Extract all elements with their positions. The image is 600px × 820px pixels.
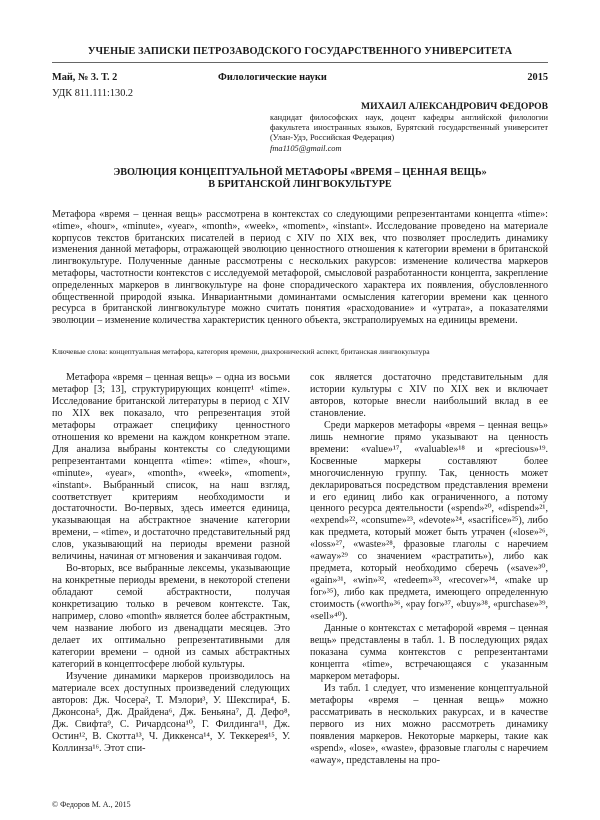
- paragraph: Во-вторых, все выбранные лексемы, указывающие на конкретные периоды времени, в некоторой степени обладают семой абстрактности, получая конкретизацию только в речевом контексте. Так, например, слово «month» является более абстрактным, чем название любого из двенадцати месяцев. Это делает их оптимально репрезентативными для категории времени – одной из самых абстрактных категорий в концептосфере любой культуры.: [52, 563, 290, 670]
- issue-number: Май, № 3. Т. 2: [52, 72, 118, 83]
- paragraph: Метафора «время – ценная вещь» – одна из восьми метафор [3; 13], структурирующих концепт¹ «time». Исследование британской литературы в период с XIV по XIX век показало, что репрезентация этой метафоры отражает специфику ценностного отношения ко времени на каждом конкретном этапе. Для анализа выбраны контексты со следующими репрезентантами концепта «time»: «time», «hour», «minute», «year», «month», «week», «moment», «instant». Выбранный список, на наш взгляд, соответствует критериям необходимости и достаточности. Во-первых, здесь имеется единица, указывающая на абстрактное значение категории времени, – «time», и достаточно представительный ряд слов, указывающий на периоды времени разной величины, начиная от мгновения и заканчивая годом.: [52, 372, 290, 563]
- paragraph: сок является достаточно представительным для истории культуры с XIV по XIX век и включает авторов, которые внесли наибольший вклад в ее становление.: [310, 372, 548, 419]
- author-email[interactable]: fma1105@gmail.com: [270, 143, 342, 153]
- author-name: МИХАИЛ АЛЕКСАНДРОВИЧ ФЕДОРОВ: [361, 101, 548, 112]
- udk-code: УДК 811.111:130.2: [52, 88, 134, 99]
- abstract: Метафора «время – ценная вещь» рассмотрена в контекстах со следующими репрезентантами концепта «time»: «time», «hour», «minute», «year», «month», «week», «moment», «instant». Исследование проведено на материале корпусов текстов британских писателей в период с XIV по XIX век, что позволяет проследить динамику изменения данной метафоры, отражающей эволюцию ценностного отношения к категории времени в британской лингвокультуре. Полученные данные рассмотрены с нескольких ракурсов: изменение количества маркеров метафоры, частотности контекстов с исследуемой метафорой, смысловой разработанности концепта, закрепление определенных маркеров в лингвокультуре на фоне спорадического характера их появления, обусловленного общественной природой языка. Инвариантными доминантами осмысления категории времени как ценного ресурса в британской лингвокультуре можно считать понятия «расходование» и «утрата», а показателями эволюции – изменение количества характеристик ценного объекта, экстраполируемых на единицы времени.: [52, 209, 548, 327]
- issue-year: 2015: [527, 72, 548, 83]
- paragraph: Данные о контекстах с метафорой «время – ценная вещь» представлены в табл. 1. В последующих рядах показана сумма контекстов с репрезентантами концепта «time», встречающаяся с указанным маркером метафоры.: [310, 623, 548, 682]
- copyright-notice: © Федоров М. А., 2015: [52, 800, 131, 809]
- paragraph: Из табл. 1 следует, что изменение концептуальной метафоры «время – ценная вещь» можно рассматривать в нескольких ракурсах, и в качестве первого из них можно рассмотреть динамику появления маркеров. Некоторые маркеры, такие как «spend», «lose», «waste», фразовые глаголы с наречием «away», представлены на про-: [310, 682, 548, 766]
- article-title-line-2: В БРИТАНСКОЙ ЛИНГВОКУЛЬТУРЕ: [208, 178, 392, 190]
- body-column-right: [310, 372, 548, 766]
- keywords: Ключевые слова: концептуальная метафора, категория времени, диахронический аспект, британская лингвокультура: [52, 347, 430, 356]
- journal-title: УЧЕНЫЕ ЗАПИСКИ ПЕТРОЗАВОДСКОГО ГОСУДАРСТВЕННОГО УНИВЕРСИТЕТА: [87, 46, 513, 57]
- author-block: [270, 101, 548, 154]
- body-column-left: [52, 372, 290, 755]
- section-name: Филологические науки: [218, 72, 327, 83]
- paragraph: Среди маркеров метафоры «время – ценная вещь» лишь немногие прямо указывают на ценность времени: «value»¹⁷, «valuable»¹⁸ и «precious»¹⁹. Косвенные маркеры составляют более многочисленную группу. Так, ценность может декларироваться посредством представления времени и его единиц либо как ограниченного, а потому ценного ресурса деятельности («spend»²⁰, «dispend»²¹, «expend»²², «consume»²³, «devote»²⁴, «sacrifice»²⁵), либо как предмета, который может быть утрачен («lose»²⁶, «loss»²⁷, «waste»²⁸, фразовые глаголы с наречием «away»²⁹ со значением «растратить»), либо как предмета, который необходимо сберечь («save»³⁰, «gain»³¹, «win»³², «redeem»³³, «recover»³⁴, «make up for»³⁵), либо как предмета, имеющего определенную стоимость («worth»³⁶, «pay for»³⁷, «buy»³⁸, «purchase»³⁹, «sell»⁴⁰).: [310, 419, 548, 623]
- author-affiliation: кандидат философских наук, доцент кафедры английской филологии факультета иностранных языков, Бурятский государственный университет (Улан-Удэ, Российская Федерация): [270, 113, 548, 143]
- article-title: [52, 167, 548, 190]
- header-rule: [52, 62, 548, 63]
- article-title-line-1: ЭВОЛЮЦИЯ КОНЦЕПТУАЛЬНОЙ МЕТАФОРЫ «ВРЕМЯ – ЦЕННАЯ ВЕЩЬ»: [113, 167, 487, 178]
- paragraph: Изучение динамики маркеров производилось на материале всех доступных произведений следующих авторов: Дж. Чосера², Т. Мэлори³, У. Шекспира⁴, Б. Джонсона⁵, Дж. Драйдена⁶, Дж. Беньяна⁷, Д. Дефо⁸, Дж. Свифта⁹, С. Ричардсона¹⁰, Г. Филдинга¹¹, Дж. Остин¹², В. Скотта¹³, Ч. Диккенса¹⁴, У. Теккерея¹⁵, У. Коллинза¹⁶. Этот спи-: [52, 670, 290, 754]
